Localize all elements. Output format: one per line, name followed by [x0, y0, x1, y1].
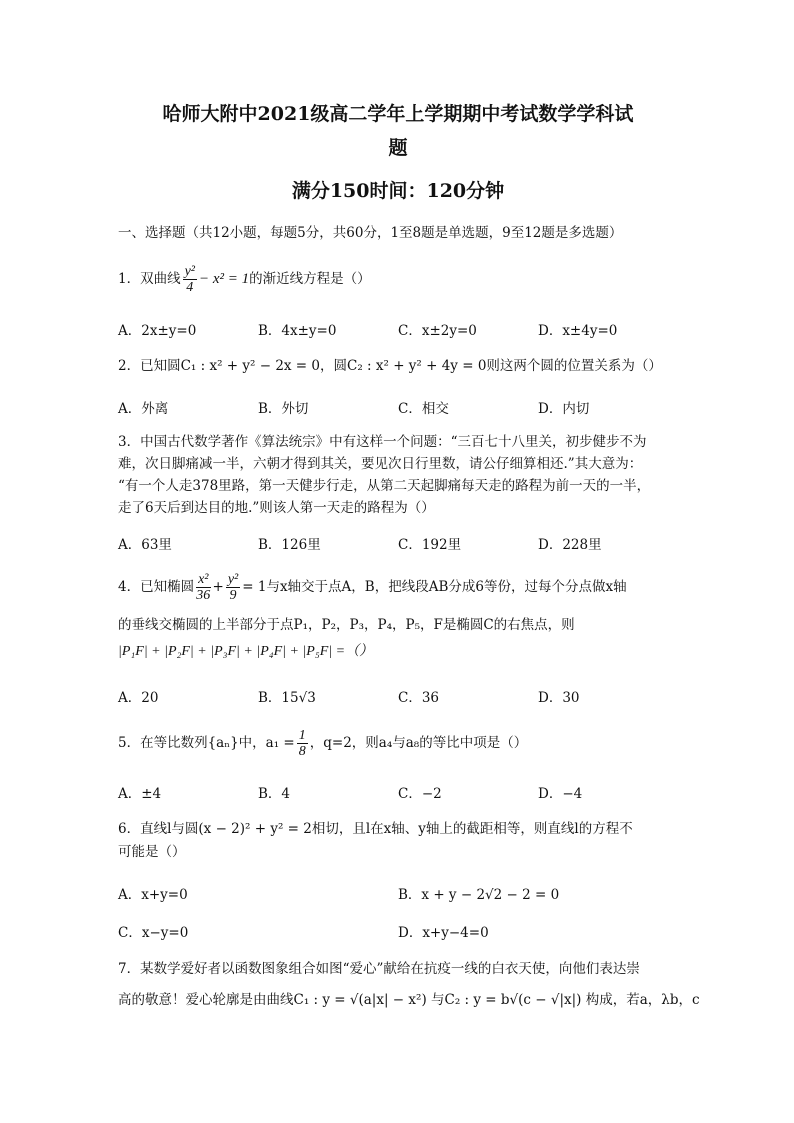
question-5 — [118, 726, 686, 760]
q2-option-d: D．内切 — [538, 401, 590, 417]
q4-option-d: D．30 — [538, 690, 580, 706]
question-3-line1: 3．中国古代数学著作《算法统宗》中有这样一个问题：“三百七十八里关，初步健步不为 — [118, 434, 647, 450]
q1-option-c: C．x±2y=0 — [398, 323, 477, 339]
q1-prefix: 1．双曲线 — [118, 271, 181, 287]
q5-option-a: A．±4 — [118, 786, 162, 802]
question-1 — [118, 262, 686, 296]
exam-subtitle: 满分150时间：120分钟 — [291, 180, 505, 202]
q3-option-c: C．192里 — [398, 537, 462, 553]
q5-option-b: B．4 — [258, 786, 291, 802]
question-2: 2．已知圆C₁ : x² + y² − 2x = 0，圆C₂ : x² + y² + 4y = 0则这两个圆的位置关系为（） — [118, 358, 662, 374]
q5-frac-num: 1 — [298, 728, 306, 743]
q4-line1-suffix: = 1与x轴交于点A，B，把线段AB分成6等份，过每个分点做x轴 — [242, 579, 627, 595]
q2-option-a: A．外离 — [118, 401, 169, 417]
q4-option-b: B．15√3 — [258, 690, 316, 706]
q5-option-d: D．−4 — [538, 786, 583, 802]
q4-option-c: C．36 — [398, 690, 440, 706]
q5-suffix: ，q=2，则a₄与a₈的等比中项是（） — [309, 735, 528, 751]
q4-fraction-1 — [196, 572, 210, 603]
q6-option-d: D．x+y−4=0 — [398, 925, 489, 941]
q4-f1-num: x² — [198, 572, 209, 587]
question-7-line2: 高的敬意！爱心轮廓是由曲线C₁ : y = √(a|x| − x²) 与C₂ : y = b√(c − √|x|) 构成，若a，λb，c — [118, 992, 700, 1008]
q1-option-b: B．4x±y=0 — [258, 323, 337, 339]
question-3-line4: 走了6天后到达目的地.”则该人第一天走的路程为（） — [118, 500, 435, 516]
q4-f1-den: 36 — [196, 588, 211, 603]
q1-frac-den: 4 — [186, 280, 194, 295]
q1-expr: − x² = 1 — [199, 271, 250, 287]
q6-option-a: A．x+y=0 — [118, 887, 188, 903]
question-6-line2: 可能是（） — [118, 844, 186, 860]
q4-prefix: 4．已知椭圆 — [118, 579, 195, 595]
q5-frac-den: 8 — [298, 744, 306, 759]
question-4-line3: |P₁F| + |P₂F| + |P₃F| + |P₄F| + |P₅F| =（） — [118, 644, 374, 659]
exam-title-line1: 哈师大附中2021级高二学年上学期期中考试数学学科试 — [162, 103, 634, 125]
question-3-line3: “有一个人走378里路，第一天健步行走，从第二天起脚痛每天走的路程为前一天的一半， — [118, 478, 651, 494]
question-7-line1: 7．某数学爱好者以函数图象组合如图“爱心”献给在抗疫一线的白衣天使，向他们表达崇 — [118, 961, 640, 977]
q1-fraction — [183, 264, 197, 295]
q5-option-c: C．−2 — [398, 786, 442, 802]
q1-option-a: A．2x±y=0 — [118, 323, 197, 339]
exam-title-line2: 题 — [388, 137, 408, 159]
q5-prefix: 5．在等比数列{aₙ}中，a₁ = — [118, 735, 295, 751]
q1-suffix: 的渐近线方程是（） — [249, 271, 371, 287]
question-4-line2: 的垂线交椭圆的上半部分于点P₁，P₂，P₃，P₄，P₅，F是椭圆C的右焦点，则 — [118, 617, 575, 633]
q4-fraction-2 — [226, 572, 240, 603]
q3-option-b: B．126里 — [258, 537, 321, 553]
q1-frac-num: y² — [184, 264, 196, 279]
q4-f2-den: 9 — [229, 588, 237, 603]
question-3-line2: 难，次日脚痛减一半，六朝才得到其关，要见次日行里数，请公仔细算相还.”其大意为： — [118, 456, 643, 472]
q1-option-d: D．x±4y=0 — [538, 323, 618, 339]
q3-option-d: D．228里 — [538, 537, 602, 553]
q6-option-c: C．x−y=0 — [118, 925, 189, 941]
q3-option-a: A．63里 — [118, 537, 172, 553]
q6-option-b: B．x + y − 2√2 − 2 = 0 — [398, 887, 560, 903]
q4-option-a: A．20 — [118, 690, 159, 706]
section-heading: 一、选择题（共12小题，每题5分，共60分，1至8题是单选题，9至12题是多选题） — [118, 225, 623, 241]
question-4-line1: 4．已知椭圆 $\frac{\text{x²}}{36}$ + $\frac{\text{y²}}{9}$ = 1与x轴交于点A，B，把线段AB分成6等份，过每个分点做x轴 — [118, 572, 627, 603]
question-6-line1: 6．直线l与圆(x − 2)² + y² = 2相切，且l在x轴、y轴上的截距相等，则直线l的方程不 — [118, 821, 633, 837]
q2-option-c: C．相交 — [398, 401, 449, 417]
q5-fraction — [297, 728, 308, 759]
q2-option-b: B．外切 — [258, 401, 309, 417]
q4-f2-num: y² — [227, 572, 239, 587]
